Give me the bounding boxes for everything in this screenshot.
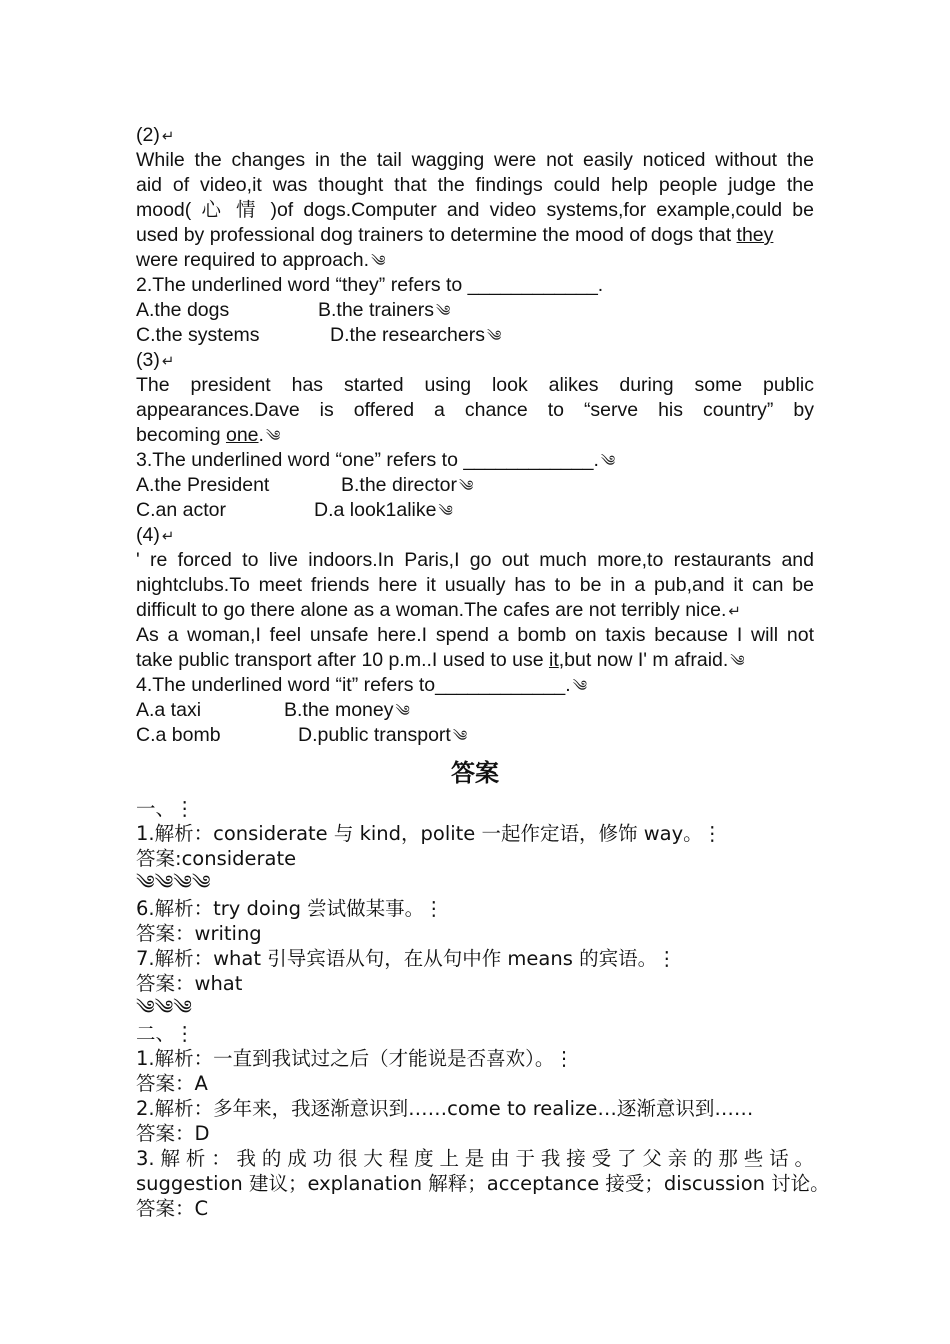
q4-label: (4) ↵ (136, 524, 174, 546)
q3-label: (3) ↵ (136, 349, 174, 371)
para-mark-icon: ↵ (161, 528, 174, 545)
wave-mark-icon: ༄ (435, 303, 450, 320)
q4-underlined-word: it (548, 649, 559, 671)
vertical-ellipsis-icon: ⋮ (702, 822, 723, 845)
q2-passage-line-3: mood( 心 情 )of dogs.Computer and video systems,for example,could be (136, 199, 814, 221)
q2-passage-line-5: were required to approach. ༄ (136, 249, 385, 271)
answer-7-analysis: 7.解析：what 引导宾语从句，在从句中作 means 的宾语。⋮ (136, 947, 677, 970)
q4-passage-line-5: take public transport after 10 p.m..I used to use it,but now I' m afraid. ༄ (136, 649, 744, 671)
q2-underlined-word: they (736, 224, 774, 246)
para-mark-icon: ↵ (161, 128, 174, 145)
vertical-ellipsis-icon: ⋮ (175, 797, 195, 820)
q2-option-a: A.the dogs (136, 299, 230, 321)
answer-b1-analysis: 1.解析：一直到我试过之后（才能说是否喜欢）。⋮ (136, 1047, 574, 1070)
answer-b2-analysis: 2.解析：多年来，我逐渐意识到……come to realize…逐渐意识到…… (136, 1097, 754, 1120)
vertical-ellipsis-icon: ⋮ (657, 947, 677, 970)
wave-marks-group-icon: ༄༄༄ (136, 997, 192, 1019)
answer-b3-analysis-line-1: 3.解析：我的成功很大程度上是由于我接受了父亲的那些话。 (136, 1147, 814, 1170)
q4-option-d: D.public transport (298, 724, 451, 746)
answer-6-analysis: 6.解析：try doing 尝试做某事。⋮ (136, 897, 444, 920)
q4-options-row-2 (136, 723, 814, 748)
q2-passage-line-4: used by professional dog trainers to determine the mood of dogs that they (136, 224, 774, 246)
answers-section-1: 一、⋮ (136, 797, 195, 820)
q3-passage-line-1: The president has started using look alikes during some public (136, 374, 814, 396)
answers-heading: 答案 (451, 759, 499, 787)
wave-mark-icon: ༄ (438, 503, 452, 520)
para-mark-icon: ↵ (728, 603, 740, 620)
q4-passage-line-2: nightclubs.To meet friends here it usually has to be in a pub,and it can be (136, 574, 814, 596)
q4-question: 4.The underlined word “it” refers to____________. ༄ (136, 674, 587, 696)
q4-option-a: A.a taxi (136, 699, 202, 721)
wave-marks-group-icon: ༄༄༄༄ (136, 872, 211, 894)
q2-label: (2) ↵ (136, 124, 174, 146)
q3-underlined-word: one (225, 424, 259, 446)
q2-options-row-1 (136, 298, 814, 323)
q2-passage-line-1: While the changes in the tail wagging were not easily noticed without the (136, 149, 814, 171)
answer-b3-answer: 答案：C (136, 1197, 209, 1220)
answer-b1-answer: 答案：A (136, 1072, 208, 1095)
q4-passage-line-4: As a woman,I feel unsafe here.I spend a bomb on taxis because I will not (136, 624, 814, 646)
q3-options-row-2 (136, 498, 814, 523)
wave-mark-icon: ༄ (371, 253, 385, 270)
vertical-ellipsis-icon: ⋮ (175, 1022, 195, 1045)
answer-b3-analysis-line-2: suggestion 建议；explanation 解释；acceptance 接受；discussion 讨论。 (136, 1172, 830, 1195)
answers-section-2: 二、⋮ (136, 1022, 195, 1045)
document-page (136, 123, 830, 1221)
para-mark-icon: ↵ (161, 353, 174, 370)
q2-option-d: D.the researchers (330, 324, 485, 346)
q4-passage-line-1: ' re forced to live indoors.In Paris,I go out much more,to restaurants and (136, 549, 814, 571)
q2-option-b: B.the trainers (318, 299, 434, 321)
q4-passage-line-3: difficult to go there alone as a woman.The cafes are not terribly nice. ↵ (136, 599, 740, 621)
wave-mark-icon: ༄ (486, 328, 501, 345)
wave-mark-icon: ༄ (452, 728, 467, 745)
q3-option-d: D.a look1alike (314, 499, 437, 521)
wave-mark-icon: ༄ (730, 653, 744, 670)
q2-question: 2.The underlined word “they” refers to ____________. (136, 274, 604, 296)
wave-mark-icon: ༄ (395, 703, 409, 720)
q3-question: 3.The underlined word “one” refers to ____________. ༄ (136, 449, 615, 471)
answer-1-answer: 答案:considerate (136, 847, 297, 870)
wave-mark-icon: ༄ (265, 428, 280, 445)
q4-option-b: B.the money (284, 699, 394, 721)
q2-passage-line-2: aid of video,it was thought that the findings could help people judge the (136, 174, 814, 196)
q2-option-c: C.the systems (136, 324, 260, 346)
q2-options-row-2 (136, 323, 814, 348)
answer-b2-answer: 答案：D (136, 1122, 210, 1145)
q3-option-c: C.an actor (136, 499, 226, 521)
q3-passage-line-3: becoming one. ༄ (136, 424, 280, 446)
answer-6-answer: 答案：writing (136, 922, 262, 945)
vertical-ellipsis-icon: ⋮ (424, 897, 444, 920)
q3-option-a: A.the President (136, 474, 270, 496)
wave-mark-icon: ༄ (600, 453, 615, 470)
vertical-ellipsis-icon: ⋮ (554, 1047, 574, 1070)
q4-options-row-1 (136, 698, 814, 723)
answer-1-analysis: 1.解析：considerate 与 kind，polite 一起作定语，修饰 way。⋮ (136, 822, 723, 845)
q4-option-c: C.a bomb (136, 724, 221, 746)
answer-7-answer: 答案：what (136, 972, 243, 995)
q3-passage-line-2: appearances.Dave is offered a chance to “serve his country” by (136, 399, 814, 421)
q3-option-b: B.the director (341, 474, 457, 496)
q3-options-row-1 (136, 473, 814, 498)
wave-mark-icon: ༄ (572, 678, 587, 695)
wave-mark-icon: ༄ (458, 478, 473, 495)
